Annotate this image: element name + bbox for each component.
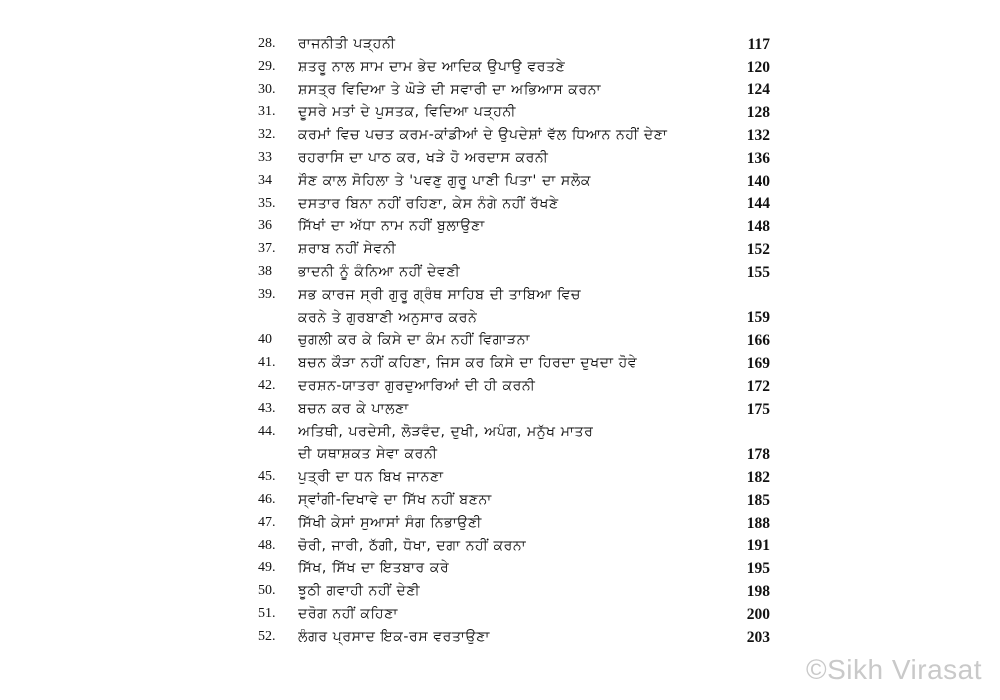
copyright-watermark: ©Sikh Virasat (805, 654, 982, 685)
toc-entry-title: ਦਸਤਾਰ ਬਿਨਾ ਨਹੀਂ ਰਹਿਣਾ, ਕੇਸ ਨੰਗੇ ਨਹੀਂ ਰੱਖਣੇ (298, 195, 559, 212)
toc-entry-page: 185 (746, 491, 770, 509)
toc-entry-number: 40 (258, 332, 272, 348)
toc-row-33 (258, 147, 778, 170)
toc-entry-number: 30. (258, 81, 276, 97)
toc-entry-page: 198 (746, 582, 770, 600)
toc-entry-title: ਸਿੱਖ, ਸਿੱਖ ਦਾ ਇਤਬਾਰ ਕਰੇ (298, 560, 450, 577)
toc-entry-number: 34 (258, 172, 272, 188)
toc-entry-title: ਸ਼ਰਾਬ ਨਹੀਂ ਸੇਵਨੀ (298, 241, 397, 258)
toc-entry-number: 50. (258, 583, 276, 599)
toc-entry-title: ਚੁਗਲੀ ਕਰ ਕੇ ਕਿਸੇ ਦਾ ਕੰਮ ਨਹੀਂ ਵਿਗਾੜਨਾ (298, 332, 531, 349)
toc-row-37 (258, 238, 778, 261)
table-of-contents (258, 33, 778, 649)
toc-row-47 (258, 512, 778, 535)
toc-entry-page: 166 (746, 332, 770, 350)
toc-entry-page: 144 (746, 195, 770, 213)
toc-entry-number: 46. (258, 491, 276, 507)
toc-entry-title: ਬਚਨ ਕਰ ਕੇ ਪਾਲਣਾ (298, 400, 409, 417)
toc-entry-title: ਰਾਜਨੀਤੀ ਪੜ੍ਹਨੀ (298, 36, 396, 52)
toc-entry-page: 140 (746, 172, 770, 190)
toc-entry-title: ਭਾਦਨੀ ਨੂੰ ਕੰਨਿਆ ਨਹੀਂ ਦੇਵਣੀ (298, 263, 461, 280)
toc-entry-number: 45. (258, 469, 276, 485)
toc-entry-number: 31. (258, 104, 276, 120)
toc-row-34 (258, 170, 778, 193)
toc-entry-number: 42. (258, 377, 276, 393)
toc-entry-page: 203 (746, 628, 770, 646)
toc-entry-page: 188 (746, 514, 770, 532)
toc-row-28 (258, 33, 778, 56)
toc-entry-page: 152 (746, 240, 770, 258)
toc-entry-number: 44. (258, 423, 276, 439)
toc-entry-page: 117 (747, 35, 770, 53)
toc-entry-title: ਚੋਰੀ, ਜਾਰੀ, ਠੱਗੀ, ਧੋਖਾ, ਦਗਾ ਨਹੀਂ ਕਰਨਾ (298, 537, 527, 554)
toc-entry-number: 52. (258, 628, 276, 644)
toc-entry-page: 200 (746, 605, 770, 623)
toc-entry-page: 136 (746, 149, 770, 167)
toc-entry-page: 182 (746, 468, 770, 486)
toc-entry-title: ਪੁਤ੍ਰੀ ਦਾ ਧਨ ਬਿਖ ਜਾਨਣਾ (298, 469, 444, 486)
toc-row-51 (258, 603, 778, 626)
toc-row-40 (258, 329, 778, 352)
toc-entry-page: 132 (746, 126, 770, 144)
toc-row-50 (258, 580, 778, 603)
toc-entry-page: 120 (746, 58, 770, 76)
toc-entry-title: ਦਰਸ਼ਨ-ਯਾਤਰਾ ਗੁਰਦੁਆਰਿਆਂ ਦੀ ਹੀ ਕਰਨੀ (298, 377, 536, 394)
toc-row-44 (258, 421, 778, 467)
toc-entry-title: ਸ਼ਤਰੂ ਨਾਲ ਸਾਮ ਦਾਮ ਭੇਦ ਆਦਿਕ ਉਪਾਉ ਵਰਤਣੇ (298, 58, 566, 75)
toc-row-52 (258, 626, 778, 649)
toc-row-46 (258, 489, 778, 512)
toc-entry-title: ਝੂਠੀ ਗਵਾਹੀ ਨਹੀਂ ਦੇਣੀ (298, 583, 421, 600)
toc-entry-number: 47. (258, 514, 276, 530)
toc-entry-page: 128 (746, 104, 770, 122)
toc-row-45 (258, 466, 778, 489)
toc-entry-title: ਬਚਨ ਕੌੜਾ ਨਹੀਂ ਕਹਿਣਾ, ਜਿਸ ਕਰ ਕਿਸੇ ਦਾ ਹਿਰਦਾ ਦੁਖਦਾ ਹੋਵੇ (298, 355, 638, 372)
toc-entry-title: ਸ੍ਵਾਂਗੀ-ਦਿਖਾਵੇ ਦਾ ਸਿੱਖ ਨਹੀਂ ਬਣਨਾ (298, 491, 492, 508)
toc-entry-page: 169 (746, 354, 770, 372)
toc-row-38 (258, 261, 778, 284)
toc-entry-number: 29. (258, 58, 276, 74)
toc-entry-page: 175 (746, 400, 770, 418)
toc-entry-title: ਦੂਸਰੇ ਮਤਾਂ ਦੇ ਪੁਸਤਕ, ਵਿਦਿਆ ਪੜ੍ਹਨੀ (298, 104, 517, 121)
toc-row-49 (258, 557, 778, 580)
toc-entry-page: 172 (746, 377, 770, 395)
toc-entry-page: 195 (746, 560, 770, 578)
toc-row-29 (258, 56, 778, 79)
toc-entry-title: ਸਿੱਖੀ ਕੇਸਾਂ ਸੁਆਸਾਂ ਸੰਗ ਨਿਭਾਉਣੀ (298, 514, 482, 531)
toc-row-30 (258, 79, 778, 102)
toc-row-48 (258, 535, 778, 558)
toc-row-41 (258, 352, 778, 375)
toc-entry-page: 124 (746, 81, 770, 99)
toc-entry-number: 33 (258, 149, 272, 165)
toc-entry-number: 35. (258, 195, 276, 211)
toc-row-32 (258, 124, 778, 147)
toc-entry-number: 38 (258, 263, 272, 279)
toc-entry-title: ਸ਼ਸਤ੍ਰ ਵਿਦਿਆ ਤੇ ਘੋੜੇ ਦੀ ਸਵਾਰੀ ਦਾ ਅਭਿਆਸ ਕਰਨਾ (298, 81, 602, 98)
toc-entry-number: 49. (258, 560, 276, 576)
toc-entry-number: 48. (258, 537, 276, 553)
toc-entry-title: ਦਰੋਗ ਨਹੀਂ ਕਹਿਣਾ (298, 605, 398, 622)
toc-entry-page: 191 (746, 537, 770, 555)
toc-entry-number: 37. (258, 241, 276, 257)
toc-entry-title: ਰਹਰਾਸਿ ਦਾ ਪਾਠ ਕਰ, ਖੜੇ ਹੋ ਅਰਦਾਸ ਕਰਨੀ (298, 149, 549, 166)
toc-entry-number: 39. (258, 286, 276, 302)
toc-entry-number: 41. (258, 355, 276, 371)
toc-entry-number: 43. (258, 400, 276, 416)
toc-row-36 (258, 215, 778, 238)
toc-entry-title: ਸਭ ਕਾਰਜ ਸ੍ਰੀ ਗੁਰੂ ਗ੍ਰੰਥ ਸਾਹਿਬ ਦੀ ਤਾਬਿਆ ਵਿਚ ਕਰਨੇ ਤੇ ਗੁਰਬਾਣੀ ਅਨੁਸਾਰ ਕਰਨੇ (298, 286, 582, 326)
toc-entry-number: 51. (258, 605, 276, 621)
toc-entry-number: 28. (258, 36, 276, 51)
toc-entry-page: 178 (746, 446, 770, 464)
toc-row-31 (258, 101, 778, 124)
toc-entry-title: ਕਰਮਾਂ ਵਿਚ ਪਚਤ ਕਰਮ-ਕਾਂਡੀਆਂ ਦੇ ਉਪਦੇਸ਼ਾਂ ਵੱਲ ਧਿਆਨ ਨਹੀਂ ਦੇਣਾ (298, 127, 668, 144)
toc-entry-number: 36 (258, 218, 272, 234)
toc-row-42 (258, 375, 778, 398)
toc-entry-title: ਲੰਗਰ ਪ੍ਰਸਾਦ ਇਕ-ਰਸ ਵਰਤਾਉਣਾ (298, 628, 490, 645)
toc-entry-title: ਅਤਿਥੀ, ਪਰਦੇਸੀ, ਲੋੜਵੰਦ, ਦੁਖੀ, ਅਪੰਗ, ਮਨੁੱਖ ਮਾਤਰ ਦੀ ਯਥਾਸ਼ਕਤ ਸੇਵਾ ਕਰਨੀ (298, 423, 594, 463)
toc-row-43 (258, 398, 778, 421)
toc-entry-page: 155 (746, 263, 770, 281)
toc-entry-page: 159 (746, 309, 770, 327)
toc-entry-title: ਸੌਣ ਕਾਲ ਸੋਹਿਲਾ ਤੇ 'ਪਵਣੁ ਗੁਰੂ ਪਾਣੀ ਪਿਤਾ' ਦਾ ਸਲੋਕ (298, 172, 592, 189)
toc-row-39 (258, 284, 778, 330)
toc-entry-number: 32. (258, 127, 276, 143)
toc-entry-title: ਸਿੱਖਾਂ ਦਾ ਅੱਧਾ ਨਾਮ ਨਹੀਂ ਬੁਲਾਉਣਾ (298, 218, 485, 235)
toc-row-35 (258, 193, 778, 216)
toc-entry-page: 148 (746, 218, 770, 236)
